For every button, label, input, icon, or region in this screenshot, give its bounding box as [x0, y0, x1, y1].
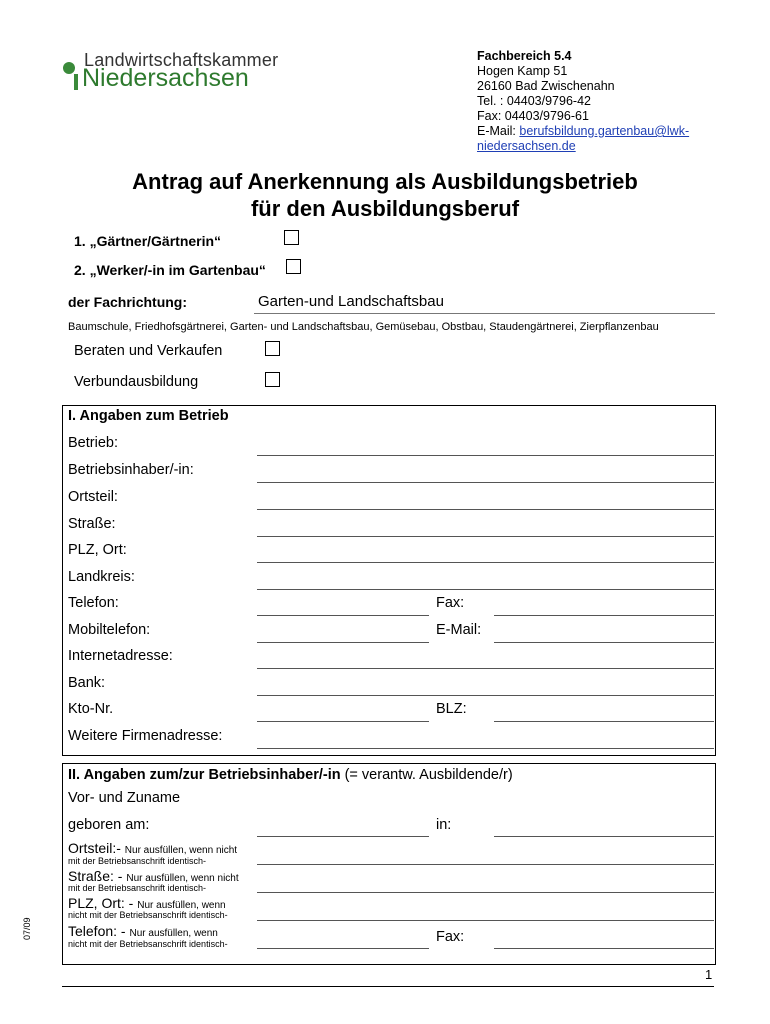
address-email-label: E-Mail: [477, 124, 520, 138]
label-ortsteil-2-text: Ortsteil:- [68, 840, 121, 856]
option-beraten-checkbox[interactable] [265, 341, 280, 356]
label-mobil: Mobiltelefon: [68, 622, 151, 638]
label-ortsteil: Ortsteil: [68, 489, 118, 505]
section1-box [62, 405, 716, 756]
address-dept: Fachbereich 5.4 [477, 49, 572, 63]
input-internet[interactable] [257, 668, 714, 669]
label-telefon-2-text: Telefon: - [68, 923, 126, 939]
profession-2-label: 2. „Werker/-in im Gartenbau“ [74, 262, 266, 278]
logo-stem-icon [74, 74, 78, 90]
input-strasse[interactable] [257, 536, 714, 537]
input-ortsteil-2[interactable] [257, 864, 714, 865]
strasse-note1: Nur ausfüllen, wenn nicht [126, 873, 239, 884]
label-telefon-2 [68, 923, 218, 939]
email-link-part2[interactable]: niedersachsen.de [477, 139, 576, 153]
label-email: E-Mail: [436, 622, 482, 638]
section1-heading: I. Angaben zum Betrieb [68, 408, 229, 424]
input-strasse-2[interactable] [257, 892, 714, 893]
label-plz-2-text: PLZ, Ort: - [68, 895, 134, 911]
label-fax: Fax: [436, 595, 465, 611]
input-telefon-2[interactable] [257, 948, 429, 949]
option-verbund-checkbox[interactable] [265, 372, 280, 387]
option-verbund-label: Verbundausbildung [74, 374, 199, 390]
address-email-line [477, 124, 689, 139]
address-street: Hogen Kamp 51 [477, 64, 568, 78]
label-name: Vor- und Zuname [68, 790, 181, 806]
label-weitere: Weitere Firmenadresse: [68, 728, 223, 744]
input-fax[interactable] [494, 615, 714, 616]
label-landkreis: Landkreis: [68, 569, 135, 585]
input-landkreis[interactable] [257, 589, 714, 590]
plz-note2: nicht mit der Betriebsanschrift identisch- [68, 910, 228, 920]
input-ortsteil[interactable] [257, 509, 714, 510]
logo-text-line1: Landwirtschaftskammer [84, 50, 279, 70]
label-internet: Internetadresse: [68, 648, 173, 664]
label-strasse: Straße: [68, 516, 116, 532]
ortsteil-note2: mit der Betriebsanschrift identisch- [68, 856, 207, 866]
input-weitere[interactable] [257, 748, 714, 749]
input-fax-2[interactable] [494, 948, 714, 949]
label-betrieb: Betrieb: [68, 435, 118, 451]
page-number: 1 [705, 967, 713, 982]
page-title-line1: Antrag auf Anerkennung als Ausbildungsbetrieb [132, 169, 638, 194]
profession-1-checkbox[interactable] [284, 230, 299, 245]
section2-heading-bold: II. Angaben zum/zur Betriebsinhaber/-in [68, 767, 341, 783]
input-geburtsort[interactable] [494, 836, 714, 837]
telefon-note1: Nur ausfüllen, wenn [129, 928, 218, 939]
side-code: 07/09 [22, 917, 32, 940]
label-plz: PLZ, Ort: [68, 542, 127, 558]
telefon-note2: nicht mit der Betriebsanschrift identisch- [68, 939, 228, 949]
label-in: in: [436, 817, 452, 833]
input-geboren[interactable] [257, 836, 429, 837]
label-strasse-2-text: Straße: - [68, 868, 123, 884]
logo-text-line2: Niedersachsen [82, 64, 249, 92]
plz-note1: Nur ausfüllen, wenn [137, 900, 226, 911]
address-block [477, 49, 689, 154]
address-tel: Tel. : 04403/9796-42 [477, 94, 591, 108]
input-plz-2[interactable] [257, 920, 714, 921]
footer-rule [62, 986, 714, 987]
email-link-part1[interactable]: berufsbildung.gartenbau@lwk- [519, 124, 690, 138]
input-plz[interactable] [257, 562, 714, 563]
label-telefon: Telefon: [68, 595, 119, 611]
page-title-line2: für den Ausbildungsberuf [250, 196, 520, 221]
option-beraten-label: Beraten und Verkaufen [74, 343, 223, 359]
specialization-list: Baumschule, Friedhofsgärtnerei, Garten- und Landschaftsbau, Gemüsebau, Obstbau, Staudengärtnerei, Zierpflanzenbau [68, 321, 659, 333]
specialization-value[interactable]: Garten-und Landschaftsbau [258, 293, 444, 310]
label-kto: Kto-Nr. [68, 701, 114, 717]
input-mobil[interactable] [257, 642, 429, 643]
input-betrieb[interactable] [257, 455, 714, 456]
input-inhaber[interactable] [257, 482, 714, 483]
label-fax-2: Fax: [436, 929, 465, 945]
label-blz: BLZ: [436, 701, 467, 717]
label-strasse-2 [68, 868, 239, 884]
strasse-note2: mit der Betriebsanschrift identisch- [68, 883, 207, 893]
label-inhaber: Betriebsinhaber/-in: [68, 462, 194, 478]
label-geboren: geboren am: [68, 817, 150, 833]
label-ortsteil-2 [68, 840, 237, 856]
section2-heading [68, 767, 513, 783]
address-city: 26160 Bad Zwischenahn [477, 79, 615, 93]
ortsteil-note1: Nur ausfüllen, wenn nicht [124, 845, 238, 856]
profession-2-checkbox[interactable] [286, 259, 301, 274]
address-fax: Fax: 04403/9796-61 [477, 109, 589, 123]
specialization-label: der Fachrichtung: [68, 294, 188, 310]
label-plz-2 [68, 895, 226, 911]
section2-heading-normal: (= verantw. Ausbildende/r) [340, 767, 513, 783]
label-bank: Bank: [68, 675, 106, 691]
profession-1-label: 1. „Gärtner/Gärtnerin“ [74, 233, 222, 249]
specialization-underline [254, 313, 715, 314]
input-telefon[interactable] [257, 615, 429, 616]
input-bank[interactable] [257, 695, 714, 696]
input-blz[interactable] [494, 721, 714, 722]
input-email[interactable] [494, 642, 714, 643]
logo-leaf-icon [63, 62, 75, 74]
input-kto[interactable] [257, 721, 429, 722]
